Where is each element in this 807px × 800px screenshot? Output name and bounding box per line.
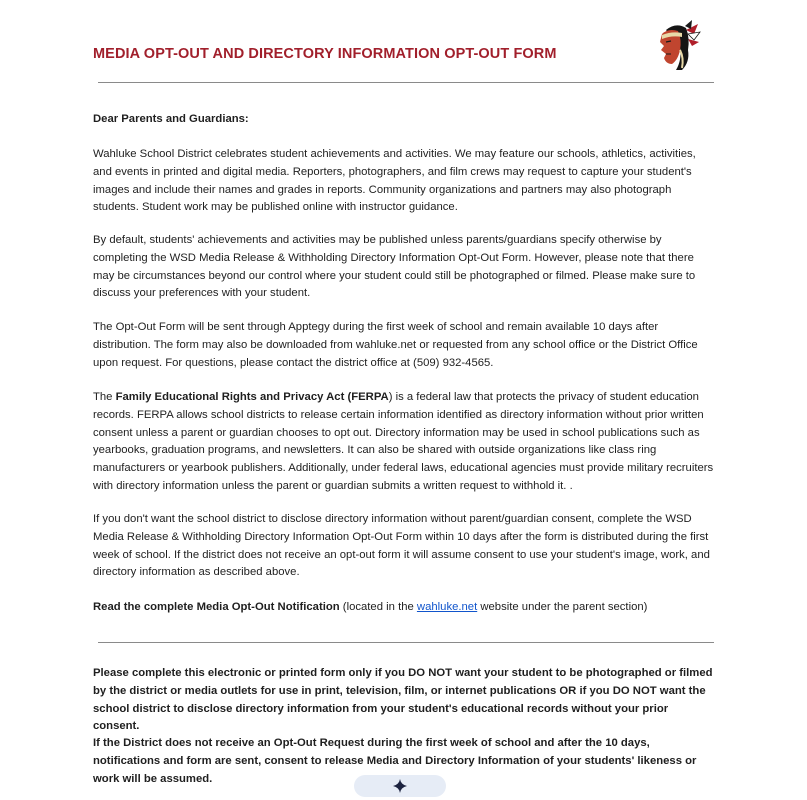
paragraph-default-publishing: By default, students' achievements and activities may be published unless parents/guardians specify otherwise by completing the WSD Media Release & Withholding Directory Information Opt-Out Form. However, please note that there may be circumstances beyond our control where your student could still be photographed or filmed. Please make sure to discuss your preferences with your student.	[93, 234, 696, 300]
paragraph-directory-consent: If you don't want the school district to disclose directory information without parent/guardian consent, complete the WSD Media Release & Withholding Directory Information Opt-Out Form within 10 days after the form is distributed during the first week of school. If the district does not receive an opt-out form it will assume consent to use your student's image, work, and directory information as described above.	[93, 513, 710, 579]
ferpa-prefix: The	[93, 391, 116, 403]
section-divider	[98, 642, 714, 643]
ai-assist-button[interactable]	[354, 775, 446, 797]
paragraph-ferpa	[93, 389, 715, 496]
notice-complete-form: Please complete this electronic or printed form only if you DO NOT want your student to be photographed or filmed by the district or media outlets for use in print, television, film, or internet publications OR if you DO NOT want the school district to disclose directory information from your student's educational records without your prior consent.	[93, 667, 713, 733]
paragraph-form-distribution: The Opt-Out Form will be sent through Apptegy during the first week of school and remain available 10 days after distribution. The form may also be downloaded from wahluke.net or requested from any school office or the District Office upon request. For questions, please contact the district office at (509) 932-4565.	[93, 321, 698, 369]
wahluke-link[interactable]: wahluke.net	[416, 601, 478, 613]
ferpa-description: ) is a federal law that protects the privacy of student education records. FERPA allows school districts to release certain information identified as directory information without prior written consent unless a parent or guardian chooses to opt out. Directory information may be used in school publications such as yearbooks, graduation programs, and newsletters. It can also be shared with outside organizations like class ring manufacturers or yearbook publishers. Additionally, under federal laws, educational agencies must provide military recruiters with directory information unless the parent or guardian submits a written request to withhold it. .	[93, 391, 714, 492]
ferpa-name: Family Educational Rights and Privacy Act (FERPA	[115, 391, 389, 403]
notification-mid: (located in the	[339, 601, 417, 613]
notification-heading: Read the complete Media Opt-Out Notification	[93, 601, 340, 613]
paragraph-intro: Wahluke School District celebrates student achievements and activities. We may feature our schools, athletics, activities, and events in printed and digital media. Reporters, photographers, and film crews may request to capture your student's images and include their names and grades in reports. Community organizations and partners may also photograph students. Student work may be published online with instructor guidance.	[93, 148, 696, 214]
sparkle-icon	[393, 779, 407, 793]
mascot-logo-icon	[652, 20, 702, 72]
notification-end: website under the parent section)	[477, 601, 648, 613]
paragraph-notification-link	[93, 599, 715, 617]
page-title: MEDIA OPT-OUT AND DIRECTORY INFORMATION OPT-OUT FORM	[93, 46, 557, 62]
notice-consent-assumed: If the District does not receive an Opt-Out Request during the first week of school and after the 10 days, notifications and form are sent, consent to release Media and Directory Information of your students' likeness or work will be assumed.	[93, 737, 697, 785]
header-divider	[98, 82, 714, 83]
greeting: Dear Parents and Guardians:	[93, 113, 249, 125]
